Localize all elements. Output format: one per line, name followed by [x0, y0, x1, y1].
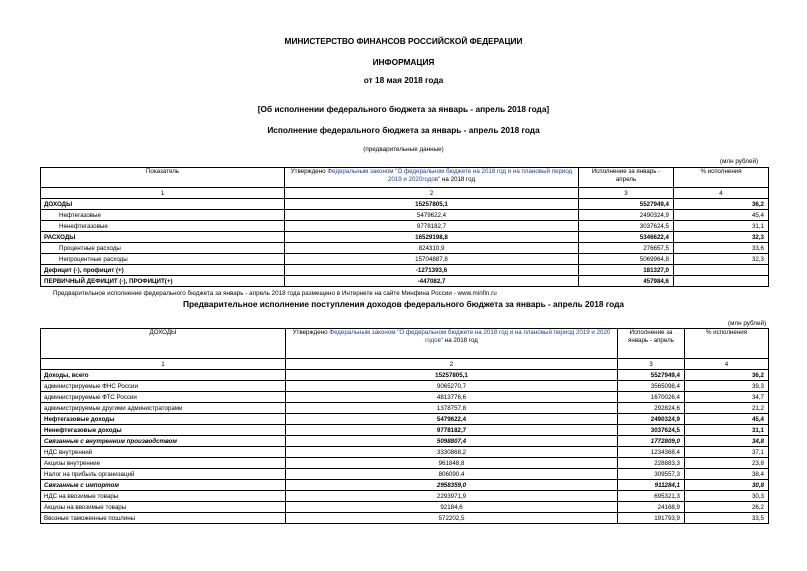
table-row	[41, 425, 769, 436]
row-name-cell: Связанные с импортом	[41, 480, 286, 491]
row-exec-cell: 24168,9	[618, 502, 685, 513]
row-approved-cell: 1378757,8	[286, 403, 618, 414]
table-row	[41, 447, 769, 458]
row-exec-cell: 3565098,4	[618, 381, 685, 392]
col-indicator-header: Показатель	[41, 168, 285, 188]
row-exec-cell: 292824,6	[618, 403, 685, 414]
doc-subject: [Об исполнении федерального бюджета за январь - апрель 2018 года]	[257, 104, 550, 114]
row-pct-cell: 36,2	[674, 199, 769, 210]
col-number: 1	[41, 359, 286, 370]
ministry-title: МИНИСТЕРСТВО ФИНАНСОВ РОССИЙСКОЙ ФЕДЕРАЦИИ	[284, 36, 523, 46]
publication-note: Предварительное исполнение федерального бюджета за январь - апрель 2018 года размещено в Интернете на сайте Минфина России - www.minfin.ru	[53, 290, 497, 297]
unit-label-1: (млн рублей)	[720, 158, 759, 165]
col-number: 3	[618, 359, 685, 370]
row-exec-cell: 695321,3	[618, 491, 685, 502]
row-pct-cell: 45,4	[674, 210, 769, 221]
revenue-execution-table	[40, 328, 769, 524]
row-approved-cell: 92184,6	[286, 502, 618, 513]
row-name-cell: ДОХОДЫ	[41, 199, 285, 210]
col-approved-header: Утверждено Федеральным законом "О федеральном бюджете на 2018 год и на плановый период 2019 и 2020годов" на 2018 год	[285, 168, 579, 188]
col-number: 2	[285, 188, 579, 199]
table-row	[41, 381, 769, 392]
row-name-cell: администрируемые другими администраторами	[41, 403, 286, 414]
row-exec-cell: 3037624,5	[618, 425, 685, 436]
row-name-cell: НДС на ввозимые товары	[41, 491, 286, 502]
row-exec-cell: 3037624,5	[579, 221, 674, 232]
row-exec-cell: 309557,3	[618, 469, 685, 480]
row-pct-cell: 39,3	[685, 381, 769, 392]
row-exec-cell: 228883,3	[618, 458, 685, 469]
row-exec-cell: 1670026,4	[618, 392, 685, 403]
budget-execution-table	[40, 167, 769, 287]
row-name-cell: Акцизы внутренние	[41, 458, 286, 469]
row-pct-cell: 34,7	[685, 392, 769, 403]
row-approved-cell: 5098807,4	[286, 436, 618, 447]
col-approved-header: Утверждено Федеральным законом "О федеральном бюджете на 2018 год и на плановый период 2019 и 2020 годов" на 2018 год	[286, 329, 618, 359]
table-row	[41, 276, 769, 287]
col-number: 2	[286, 359, 618, 370]
table-row	[41, 403, 769, 414]
row-pct-cell: 34,8	[685, 436, 769, 447]
row-pct-cell: 32,3	[674, 254, 769, 265]
row-pct-cell: 31,1	[674, 221, 769, 232]
row-approved-cell: 2958359,0	[286, 480, 618, 491]
row-name-cell: администрируемые ФНС России	[41, 381, 286, 392]
row-pct-cell: 21,2	[685, 403, 769, 414]
row-approved-cell: 3330868,2	[286, 447, 618, 458]
col-exec-header: Исполнение за январь - апрель	[579, 168, 674, 188]
table-row	[41, 469, 769, 480]
row-name-cell: РАСХОДЫ	[41, 232, 285, 243]
row-pct-cell	[674, 276, 769, 287]
row-exec-cell: 191793,9	[618, 513, 685, 524]
table-row	[41, 436, 769, 447]
row-approved-cell: 9778182,7	[285, 221, 579, 232]
preliminary-note: (предварительные данные)	[363, 146, 444, 153]
table-row	[41, 370, 769, 381]
row-approved-cell: 15257805,1	[286, 370, 618, 381]
col-pct-header: % исполнения	[674, 168, 769, 188]
table-row	[41, 392, 769, 403]
row-approved-cell: 9778182,7	[286, 425, 618, 436]
row-pct-cell: 37,1	[685, 447, 769, 458]
row-name-cell: Акцизы на ввозимые товары	[41, 502, 286, 513]
table-row	[41, 210, 769, 221]
row-name-cell: Ненефтегазовые	[41, 221, 285, 232]
row-exec-cell: 181327,0	[579, 265, 674, 276]
col-number: 3	[579, 188, 674, 199]
row-name-cell: ПЕРВИЧНЫЙ ДЕФИЦИТ (-), ПРОФИЦИТ(+)	[41, 276, 285, 287]
table-row	[41, 480, 769, 491]
row-exec-cell: 457984,6	[579, 276, 674, 287]
row-approved-cell: -1271393,6	[285, 265, 579, 276]
table-row	[41, 265, 769, 276]
row-approved-cell: 15257805,1	[285, 199, 579, 210]
row-pct-cell: 30,3	[685, 491, 769, 502]
row-approved-cell: 961848,8	[286, 458, 618, 469]
row-pct-cell: 33,6	[674, 243, 769, 254]
row-exec-cell: 5069964,8	[579, 254, 674, 265]
row-approved-cell: -447082,7	[285, 276, 579, 287]
row-exec-cell: 1234368,4	[618, 447, 685, 458]
row-name-cell: Нефтегазовые	[41, 210, 285, 221]
table-row	[41, 502, 769, 513]
row-pct-cell: 30,8	[685, 480, 769, 491]
col-pct-header: % исполнения	[685, 329, 769, 359]
federal-law-link[interactable]: Федеральным законом "О федеральном бюджете на 2018 год и на плановый период 2019 и 2020 годов"	[329, 329, 611, 344]
row-approved-cell: 5479622,4	[285, 210, 579, 221]
row-exec-cell: 5346622,4	[579, 232, 674, 243]
row-approved-cell: 572202,5	[286, 513, 618, 524]
table-header-row	[41, 168, 769, 188]
row-approved-cell: 824310,9	[285, 243, 579, 254]
row-name-cell: администрируемые ФТС России	[41, 392, 286, 403]
row-exec-cell: 5527949,4	[618, 370, 685, 381]
row-exec-cell: 2490324,9	[618, 414, 685, 425]
column-number-row	[41, 188, 769, 199]
col-number: 4	[674, 188, 769, 199]
row-exec-cell: 5527949,4	[579, 199, 674, 210]
row-exec-cell: 2490324,9	[579, 210, 674, 221]
unit-label-2: (млн рублей)	[728, 320, 767, 327]
row-exec-cell: 276657,5	[579, 243, 674, 254]
row-approved-cell: 2293971,9	[286, 491, 618, 502]
row-name-cell: Непроцентные расходы	[41, 254, 285, 265]
report-title: Исполнение федерального бюджета за январь - апрель 2018 года	[267, 125, 540, 135]
row-pct-cell: 38,4	[685, 469, 769, 480]
row-approved-cell: 5479622,4	[286, 414, 618, 425]
row-name-cell: Процентные расходы	[41, 243, 285, 254]
revenue-section-title: Предварительное исполнение поступления доходов федерального бюджета за январь - апрель 2018 года	[183, 299, 624, 309]
table-row	[41, 414, 769, 425]
col-revenue-header: ДОХОДЫ	[41, 329, 286, 359]
row-name-cell: Ввозные таможенные пошлины	[41, 513, 286, 524]
table-row	[41, 458, 769, 469]
row-pct-cell: 31,1	[685, 425, 769, 436]
row-pct-cell	[674, 265, 769, 276]
row-approved-cell: 9065270,7	[286, 381, 618, 392]
doc-date: от 18 мая 2018 года	[363, 75, 444, 85]
table-row	[41, 243, 769, 254]
col-exec-header: Исполнение за январь - апрель	[618, 329, 685, 359]
row-exec-cell: 1772809,0	[618, 436, 685, 447]
row-approved-cell: 16529198,8	[285, 232, 579, 243]
row-approved-cell: 15704887,8	[285, 254, 579, 265]
table-row	[41, 491, 769, 502]
row-pct-cell: 26,2	[685, 502, 769, 513]
table-row	[41, 221, 769, 232]
row-name-cell: Ненефтегазовые доходы	[41, 425, 286, 436]
row-pct-cell: 33,5	[685, 513, 769, 524]
row-pct-cell: 45,4	[685, 414, 769, 425]
row-name-cell: Дефицит (-), профицит (+)	[41, 265, 285, 276]
table-row	[41, 513, 769, 524]
col-number: 1	[41, 188, 285, 199]
row-exec-cell: 911284,1	[618, 480, 685, 491]
row-approved-cell: 4813776,6	[286, 392, 618, 403]
table-header-row	[41, 329, 769, 359]
row-pct-cell: 32,3	[674, 232, 769, 243]
row-name-cell: Связанные с внутренним производством	[41, 436, 286, 447]
table-row	[41, 254, 769, 265]
row-name-cell: Налог на прибыль организаций	[41, 469, 286, 480]
row-pct-cell: 23,8	[685, 458, 769, 469]
federal-law-link[interactable]: Федеральным законом "О федеральном бюджете на 2018 год и на плановый период 2019 и 2020годов"	[327, 168, 573, 183]
row-name-cell: Доходы, всего	[41, 370, 286, 381]
info-title: ИНФОРМАЦИЯ	[372, 57, 435, 67]
row-pct-cell: 36,2	[685, 370, 769, 381]
row-name-cell: НДС внутренний	[41, 447, 286, 458]
table-row	[41, 232, 769, 243]
col-number: 4	[685, 359, 769, 370]
table-row	[41, 199, 769, 210]
row-name-cell: Нефтегазовые доходы	[41, 414, 286, 425]
column-number-row	[41, 359, 769, 370]
row-approved-cell: 806090,4	[286, 469, 618, 480]
